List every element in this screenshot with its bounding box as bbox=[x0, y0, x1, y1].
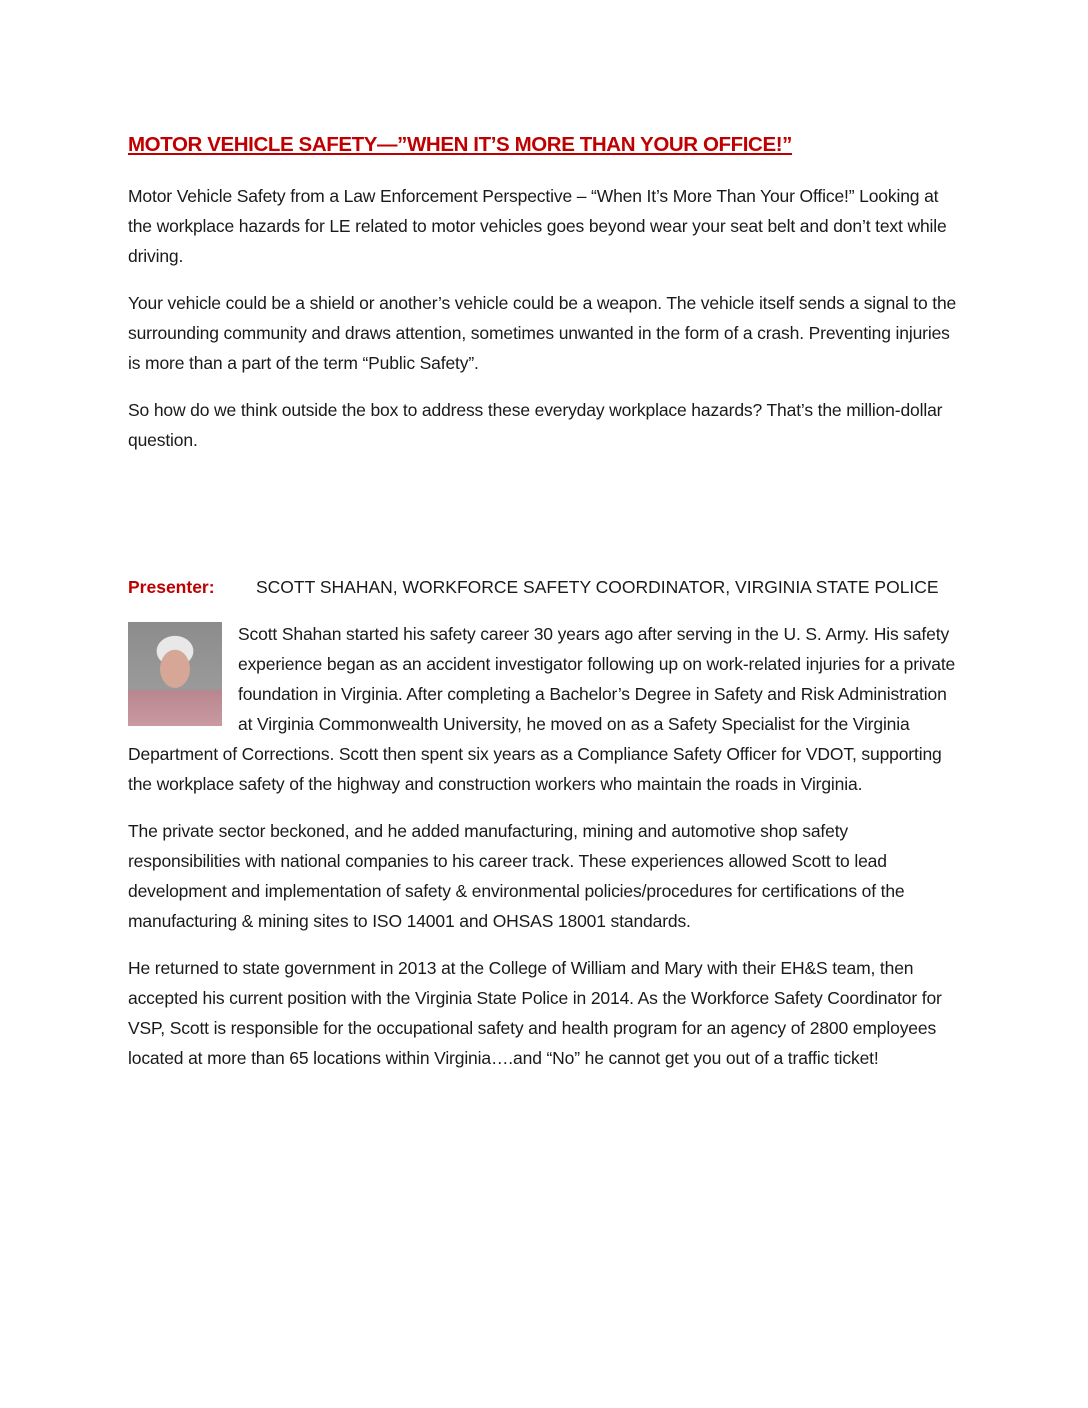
presenter-bio bbox=[128, 619, 958, 1073]
intro-paragraph-2: Your vehicle could be a shield or another’s vehicle could be a weapon. The vehicle itself sends a signal to the surrounding community and draws attention, sometimes unwanted in the form of a crash. Preventing injuries is more than a part of the term “Public Safety”. bbox=[128, 293, 957, 373]
bio-paragraph-2: The private sector beckoned, and he added manufacturing, mining and automotive shop safety responsibilities with national companies to his career track. These experiences allowed Scott to lead development and implementation of safety & environmental policies/procedures for certifications of the manufacturing & mining sites to ISO 14001 and OHSAS 18001 standards. bbox=[128, 821, 905, 931]
presenter-photo bbox=[128, 622, 222, 726]
document-page bbox=[128, 128, 958, 1068]
presenter-label: Presenter: bbox=[128, 577, 215, 597]
document-title: MOTOR VEHICLE SAFETY—”WHEN IT’S MORE THAN YOUR OFFICE!” bbox=[128, 133, 793, 156]
presenter-name: SCOTT SHAHAN, WORKFORCE SAFETY COORDINATOR, VIRGINIA STATE POLICE bbox=[256, 577, 939, 597]
intro-paragraph-3: So how do we think outside the box to address these everyday workplace hazards? That’s the million-dollar question. bbox=[128, 400, 943, 450]
presenter-line bbox=[128, 576, 958, 598]
bio-paragraph-3: He returned to state government in 2013 at the College of William and Mary with their EH&S team, then accepted his current position with the Virginia State Police in 2014. As the Workforce Safety Coordinator for VSP, Scott is responsible for the occupational safety and health program for an agency of 2800 employees located at more than 65 locations within Virginia….and “No” he cannot get you out of a traffic ticket! bbox=[128, 958, 942, 1068]
bio-paragraph-1: Scott Shahan started his safety career 30 years ago after serving in the U. S. Army. His safety experience began as an accident investigator following up on work-related injuries for a private foundation in Virginia. After completing a Bachelor’s Degree in Safety and Risk Administration at Virginia Commonwealth University, he moved on as a Safety Specialist for the Virginia Department of Corrections. Scott then spent six years as a Compliance Safety Officer for VDOT, supporting the workplace safety of the highway and construction workers who maintain the roads in Virginia. bbox=[128, 624, 956, 794]
intro-paragraph-1: Motor Vehicle Safety from a Law Enforcement Perspective – “When It’s More Than Your Office!” Looking at the workplace hazards for LE related to motor vehicles goes beyond wear your seat belt and don’t text while driving. bbox=[128, 186, 947, 266]
